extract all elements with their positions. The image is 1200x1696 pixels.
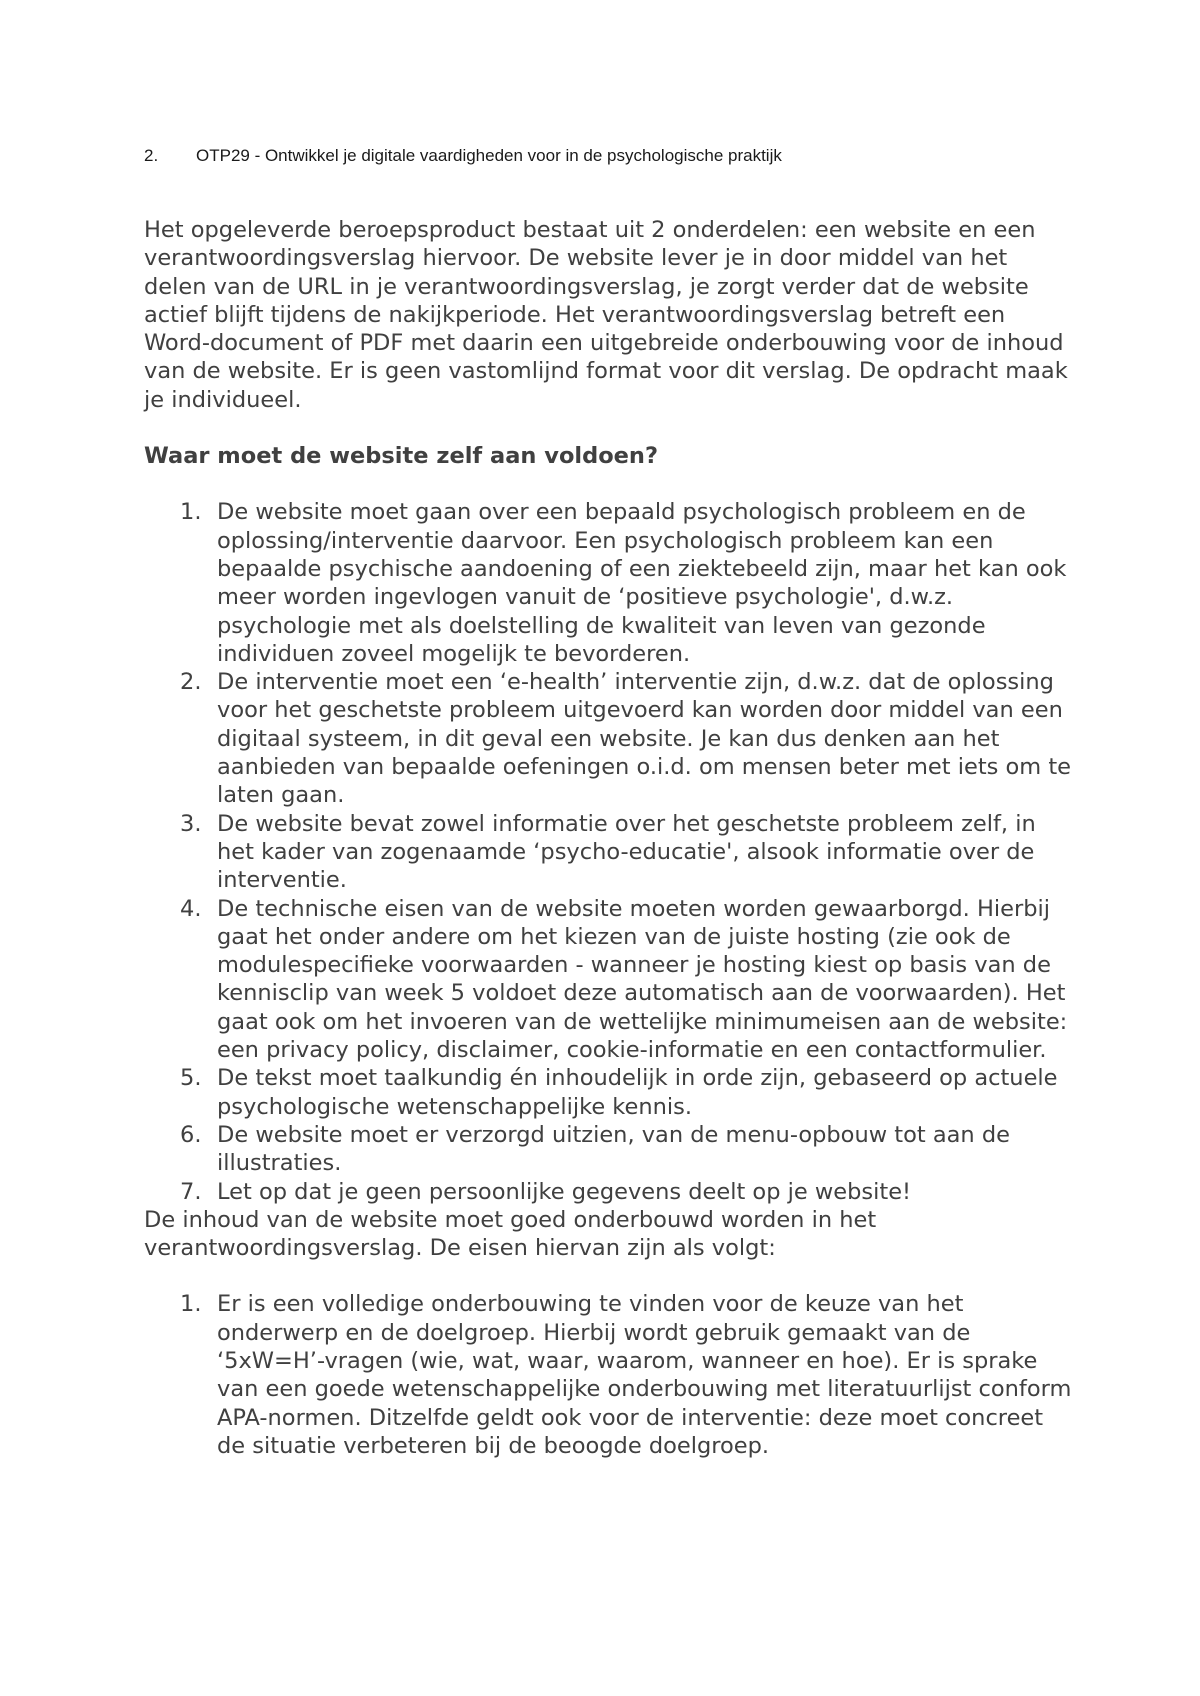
intro-paragraph: Het opgeleverde beroepsproduct bestaat uit 2 onderdelen: een website en een verantwoordingsverslag hiervoor. De website lever je in door middel van het delen van de URL in je verantwoordingsverslag, je zorgt verder dat de website actief blijft tijdens de nakijkperiode. Het verantwoordingsverslag betreft een Word-document of PDF met daarin een uitgebreide onderbouwing voor de inhoud van de website. Er is geen vastomlijnd format voor dit verslag. De opdracht maak je individueel. xyxy=(144,217,1068,413)
list-item-text: Let op dat je geen persoonlijke gegevens deelt op je website! xyxy=(217,1178,912,1205)
list-number: 6. xyxy=(180,1121,202,1148)
list-item-text: De website moet er verzorgd uitzien, van de menu-opbouw tot aan de illustraties. xyxy=(217,1121,1010,1177)
list-item xyxy=(144,498,1074,668)
list-item xyxy=(144,1178,1074,1206)
list-number: 2. xyxy=(180,669,202,696)
list-item xyxy=(144,810,1074,895)
list-number: 4. xyxy=(180,895,202,922)
list-number: 5. xyxy=(180,1065,202,1092)
list-number: 7. xyxy=(180,1178,202,1205)
list-number: 3. xyxy=(180,810,202,837)
list-item-text: De website bevat zowel informatie over het geschetste probleem zelf, in het kader van zogenaamde ‘psycho-educatie', alsook informatie over de interventie. xyxy=(217,810,1036,894)
list-item xyxy=(144,1121,1074,1178)
document-body xyxy=(144,216,1074,1460)
list-item-text: De technische eisen van de website moeten worden gewaarborgd. Hierbij gaat het onder andere om het kiezen van de juiste hosting (zie ook de modulespecifieke voorwaarden - wanneer je hosting kiest op basis van de kennisclip van week 5 voldoet deze automatisch aan de voorwaarden). Het gaat ook om het invoeren van de wettelijke minimumeisen aan de website: een privacy policy, disclaimer, cookie-informatie en een contactformulier. xyxy=(217,895,1068,1064)
website-requirements-heading: Waar moet de website zelf aan voldoen? xyxy=(144,443,659,470)
list-item xyxy=(144,1064,1074,1121)
list-item xyxy=(144,668,1074,809)
list-item-text: Er is een volledige onderbouwing te vinden voor de keuze van het onderwerp en de doelgroep. Hierbij wordt gebruik gemaakt van de ‘5xW=H’-vragen (wie, wat, waar, waarom, wanneer en hoe). Er is sprake van een goede wetenschappelijke onderbouwing met literatuurlijst conform APA-normen. Ditzelfde geldt ook voor de interventie: deze moet concreet de situatie verbeteren bij de beoogde doelgroep. xyxy=(217,1291,1072,1459)
section-heading xyxy=(144,146,782,166)
section-title: OTP29 - Ontwikkel je digitale vaardigheden voor in de psychologische praktijk xyxy=(196,146,782,165)
section-number: 2. xyxy=(144,146,159,165)
list-number: 1. xyxy=(180,1291,202,1318)
list-item-text: De interventie moet een ‘e-health’ interventie zijn, d.w.z. dat de oplossing voor het geschetste probleem uitgevoerd kan worden door middel van een digitaal systeem, in dit geval een website. Je kan dus denken aan het aanbieden van bepaalde oefeningen o.i.d. om mensen beter met iets om te laten gaan. xyxy=(217,669,1072,809)
report-requirements-list xyxy=(144,1290,1074,1460)
list-item-text: De tekst moet taalkundig én inhoudelijk in orde zijn, gebaseerd op actuele psychologische wetenschappelijke kennis. xyxy=(217,1065,1058,1120)
list-number: 1. xyxy=(180,499,202,526)
list-item-text: De website moet gaan over een bepaald psychologisch probleem en de oplossing/interventie daarvoor. Een psychologisch probleem kan een bepaalde psychische aandoening of een ziektebeeld zijn, maar het kan ook meer worden ingevlogen vanuit de ‘positieve psychologie', d.w.z. psychologie met als doelstelling de kwaliteit van leven van gezonde individuen zoveel mogelijk te bevorderen. xyxy=(217,499,1067,667)
report-intro-paragraph: De inhoud van de website moet goed onderbouwd worden in het verantwoordingsverslag. De eisen hiervan zijn als volgt: xyxy=(144,1206,877,1262)
website-requirements-list xyxy=(144,498,1074,1205)
list-item xyxy=(144,1290,1074,1460)
list-item xyxy=(144,895,1074,1065)
